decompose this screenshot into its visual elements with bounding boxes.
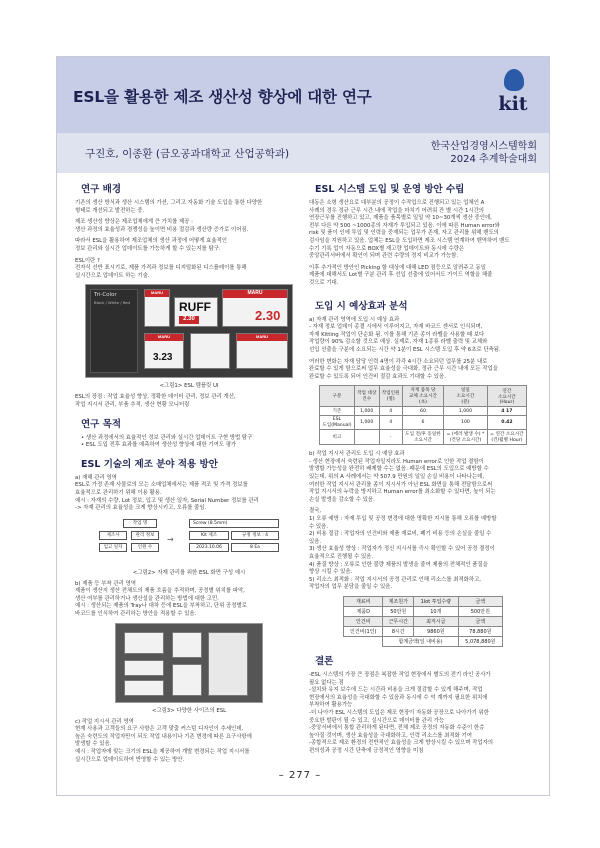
flow-box: 제조사 [99,531,127,540]
table-row [344,626,503,636]
table-cell: 78,880원 [458,626,502,636]
esl-screen-row: 8 Ea [231,543,279,552]
conference-event: 2024 추계학술대회 [450,154,537,165]
esl-tag-medium [190,333,230,369]
table-cell: 1,000 [444,407,488,416]
paragraph: 이후 추가적인 방안인 Picking 할 대상에 대해 LED 점등으로 알려주고 동일 제품에 대해서도 Lot별 구분 관리 후 선입 선출에 있어서도 가이드 역할을 해줄 것으로 기대. [309,264,493,286]
esl-screen-row: Screw (8.5mm) [189,519,279,528]
author-bar [57,133,549,173]
esl-screen-row: 규정 정보 : 4 [231,531,279,540]
table-cell: 1lot 투입수량 [414,596,459,606]
table-cell: 9860원 [414,626,459,636]
table-cell [354,430,379,445]
esl-screen-row: 2023.10.06 [189,543,229,552]
table-cell: 1,000 [354,416,379,430]
table-cell: 60 [402,407,443,416]
table-cell: 기존 [320,407,355,416]
esl-tag-medium [236,333,288,369]
paragraph: -ESL 시스템의 가장 큰 장점은 복잡한 작업 현장에서 별도의 전기 라인 공사가 필요 없다는 점 -설치와 유지 보수에 드는 시간과 비용을 크게 절감할 수 있게 해주며, 작업 현장에서의 효율성을 극대화할 수 있음과 동시에 수 억 계까지 필요한 위치에 부착하여 활용가능 -더 나아가 ESL 시스템의 도입은 제조 현장이 자동화 공장으로 나아가기 위한 중요한 발판이 될 수 있고, 실시간으로 데이터를 관리 가능 -중앙서버에서 통합 관리하게 된다면, 전체 제조 공정의 자동화 수준이 한층 높아질 것이며, 생산 효율성을 극대화하고, 인력 리소스를 최적화 기여 -종합적으로 제조 환경의 전반적인 효율성을 크게 향상시킬 수 있으며 작업자의 편의성과 공정 시간 단축에 긍정적인 영향을 미침 [309,671,494,754]
table-cell: 재료비 [344,596,383,606]
table-cell: 50만원 [383,606,414,616]
table-header-cell: 연간 소요시간 (Hour) [487,386,526,407]
flow-box: 입고 일자 [99,543,127,552]
conference-info [431,140,537,166]
color-list-label: Black / White / Red [94,300,130,306]
right-column [309,181,537,760]
esl-tag-medium [144,333,184,369]
tag-price: 2.30 [179,316,199,324]
logo-drop-icon [504,69,524,91]
tag-header: MARU [145,334,183,341]
table-header-cell: 작업인원 (명) [379,386,402,407]
title-banner [57,57,549,133]
esl-screen-row: Kit 제조 [189,531,229,540]
section-title-purpose: 연구 목적 [81,418,122,430]
table-cell: 500만원 [458,606,502,616]
table-cell: 5,078,880원 [458,636,502,646]
table-cell: 6 [402,416,443,430]
table-cell [344,636,383,646]
table-cell: 금액 [458,616,502,626]
figure-caption: <그림1> ESL 템플릿 UI [159,383,219,390]
esl-device [124,660,164,676]
paper-title: ESL을 활용한 제조 생산성 향상에 대한 연구 [73,88,372,106]
figure-esl-sizes [115,623,263,703]
table-cell: 4 17 [487,407,526,416]
university-logo [493,67,533,123]
table-cell: 근무시간 [383,616,414,626]
table-cell: 합계금액(일 내비용) [383,636,458,646]
paragraph: 결국, 1) 오류 예방 : 자재 투입 및 공정 변경에 대한 명확한 지시를 통해 오류를 예방할 수 있음. 2) 비용 절감 : 작업자의 인건비와 제품 재료비, 폐기 비용 등의 손실을 줄일 수 있음. 3) 생산 효율성 향상 : 작업자가 정신 지시서를 즉시 확인할 수 있어 공정 결정이 효율적으로 진행될 수 있음. 4) 품질 향상 : 오류로 인한 불량 제품의 발생을 줄여 제품의 전체적인 품질을 향상 시킬 수 있음. 5) 리소스 최적화 : 작업 지시서의 공정 관리로 인해 리소스를 최적화하고, 작업자의 업무 분담을 줄일 수 있음. [309,508,497,591]
tag-big-label: RUFF [179,300,211,315]
bullet-item: • 생산 과정에서의 효율적인 정보 관리와 실시간 업데이트 구현 방법 탐구 [81,434,253,441]
table-cell: 인건비(1인) [344,626,383,636]
paragraph: c) 작업 지시서 관리 영역 현재 사용과 고객들의 요구 사항은 고객 맞춤 커스텀 디자인이 추세인데, 높은 숙련도의 작업자만이 되도 작업 내용이나 기존 변경에 따른 요구사항에 발생할 수 있음. 예시 : 작업자에 맞는 크기의 ESL을 제공하여 개발 변경되는 작업 지시서를 실시간으로 업데이트하여 반영할 수 있는 방안. [75,718,252,763]
table-cell: = 연간 소요시간 (건/월별 Hour) [487,430,526,445]
figure-material-esl [85,517,293,565]
poster [56,56,550,796]
esl-tag-small [144,289,170,327]
cost-table [343,596,503,647]
tri-color-label: Tri-Color [94,292,117,299]
effect-table [319,385,527,445]
section-title-effects: 도입 시 예상효과 분석 [315,300,408,312]
table-cell: 8시간 [383,626,414,636]
esl-device [172,664,202,696]
table-cell: 최저시급 [414,616,459,626]
paragraph: ESL이란 ? 전자식 선반 표시기로, 제품 가격과 정보를 디지털화된 디스플레이를 통해 실시간으로 업데이트 하는 기술. [75,257,247,279]
paragraph: 여러한 변화는 자재 담당 인력 4명이 각각 4시간 소요되던 업무를 25분 내로 완료할 수 있게 함으로써 업무 효율성을 극대화, 정규 근무 시간 내에 모든 작업을 완료할 수 있도록 되어 인건비 절감 효과도 기대할 수 있음. [309,358,498,380]
table-cell: 비고 [320,430,355,445]
tag-header: MARU [223,290,287,298]
authors: 구진호, 이종환 (금오공과대학교 산업공학과) [85,148,290,160]
table-cell: = (에러 발생 수) * (건당 소요시간) [444,430,488,445]
paragraph: ESL의 장점 : 작업 효율성 향상, 정확한 데이터 관리, 정보 관리 개선, 작업 지시서 관리, 부품 추적, 생산 현황 모니터링 [75,394,236,408]
flow-box: 인원 수 [131,543,159,552]
paragraph: b) 제품 등 부착 관리 영역 제품이 생산지 생산 전체도의 제품 흐름을 추적하며, 공정별 위치를 파악, 생산 여부를 관리하거나 생산설을 관리하는 방법에 대한 고민. 예시 : 생산되는 제품의 Tray나 대차 등에 ESL을 부착하고, 단위 공정별로 바코드를 인식하여 관리하는 방안을 적용할 수 있음. [75,580,247,618]
table-row [320,416,527,430]
esl-device [172,632,202,658]
paragraph: a) 재해 관리 영역 ESL로 가정 존재 사물로의 모는 소매업체에서는 제품 적조 및 가격 정보를 효율적으로 관리하기 위해 이용 활용. 예시 : 자재의 수량, Lot 정보, 입고 및 생산 일자, Serial Number 정보를 관리 -> 자재 관리의 효율성을 크게 향상시키고, 오류를 줄임. [75,474,259,512]
table-cell: 제조원가 [383,596,414,606]
logo-text: kit [498,93,528,115]
table-header-cell: 일일 소요시간 (분) [444,386,488,407]
flow-box: 작업 명 [123,519,157,528]
table-cell: 4 [379,416,402,430]
tag-price: 3.23 [153,352,173,364]
tag-price: 2.30 [255,308,281,324]
tag-header: MARU [237,334,287,341]
section-title-application: ESL 기술의 제조 분야 적용 방안 [81,458,218,470]
paragraph: 제조 생산성 향상은 제조업체에게 큰 가치를 제공 : 생산 과정의 효율성과 경쟁성을 높이면 비용 절감과 생산량 증가로 이어짐. [75,219,249,233]
table-row [344,616,503,626]
page-number: – 277 – [278,770,322,781]
left-column [75,181,303,768]
table-cell: 100 [444,416,488,430]
table-cell: 금액 [458,596,502,606]
table-cell: 인건비 [344,616,383,626]
esl-tag-large [222,289,288,327]
table-row [344,596,503,606]
table-cell: ESL 도입(Manual) [320,416,355,430]
paragraph: 따라서 ESL을 활용하여 제조업체의 생산 과정에 어떻게 효율적인 정보 관리와 실시간 업데이트를 가능하게 할 수 있는지를 탐구. [75,238,228,252]
arrow-right-icon: → [167,534,174,544]
table-cell: 도입 전/후 동일한 소요시간 [402,430,443,445]
esl-tag-ruff [174,297,218,327]
table-row [344,606,503,616]
paragraph: 기존의 생산 방식과 생산 시스템의 가션, 그리고 자동화 기술 도입을 통한 다양한 형태로 개선되고 발전하는 중. [75,200,263,214]
table-row [320,407,527,416]
table-cell: 제품D [344,606,383,616]
section-title-conclusion: 결론 [315,655,334,667]
esl-device [208,632,248,696]
table-header-cell: 자재 품목 당 교체 소요시간 (초) [402,386,443,407]
figure-esl-templates [85,284,293,378]
figure-caption: <그림3> 다양한 사이즈의 ESL [151,707,227,714]
table-row [344,636,503,646]
table-row [320,430,527,445]
bullet-item: • ESL 도입 전후 효과를 예측하여 생산성 향상에 대한 기여도 평가 [81,442,237,449]
flow-box: 관리 정보 [131,531,159,540]
figure-caption: <그림2> 자재 관리를 위한 ESL 화면 구성 예시 [132,569,246,576]
table-cell: 1,000 [354,407,379,416]
table-cell: 4 [379,407,402,416]
table-header-cell: 구분 [320,386,355,407]
paragraph: b) 작업 지시서 관리도 도입 시 예상 효과 - 생산 현장에서 숙련된 작업자일지라도 Human error로 인한 작업 결함이 발생할 가능성을 완전히 배제할 수는 없음. 때문에 ESL의 도입으로 예방할 수 있는데, 위의 A 사례에서는 약 507.9 만원의 일일 손실 비용이 나타나는데, 여러한 작업 지시서 관리를 좀이 지시서가 아닌 ESL 화면을 통해 전달함으로써 작업 지시서의 누락을 방지하고 Human error를 최소화할 수 있다면, 높이 되는 손실 발생을 감소할 수 있음. [309,451,496,503]
table-cell: - [379,430,402,445]
paragraph: 대동은 소형 생산요로 대부분의 공정이 수작업으로 진행되고 있는 업체인 A 사례의 경우 정규 근무 시간 내에 작업을 마치기 어려워 잔 별 시간 1시간의 연장근무를 진행하고 있고, 제품을 품목별로 일일 약 10~30개씩 생산 중인데, 전부 다른 약 500 ~1000종의 자재가 투입되고 있음. 이에 따른 Human error와 risk 및 품이 인에 투입 및 인력을 중재되는 업무가 존재, 자고 관리를 위해 밴도의 검사임을 지원하고 있음. 업체는 ESL을 도입하면 제조 시스템 연계하여 밴역하여 밴도 수기 기록 업이 자동으로 BOX별 재고량 업데이트와 동시에 수량은 중앙관리서버에서 확인이 되며 관련 수량의 정지 비교가 가능함. [309,200,510,260]
esl-device [124,680,164,696]
section-title-background: 연구 배경 [81,184,122,195]
table-cell: 0.42 [487,416,526,430]
tag-header: MARU [145,290,169,297]
table-header-row [320,386,527,407]
conference-name: 한국산업경영시스템학회 [430,141,537,152]
table-header-cell: 작업 대상 건수 [354,386,379,407]
table-cell: 10개 [414,606,459,616]
section-title-system: ESL 시스템 도입 및 운영 방안 수립 [315,184,465,195]
color-panel [90,289,138,373]
esl-device [124,632,164,654]
paragraph: a) 자재 관리 영역에 도입 시 예상 효과 - 자재 정보 업데이 종결 시에서 이루어지고, 자재 바코드 센서로 인식되며, 자재 Kitting 작업이 단순화 됨. 이를 통해 기존 종이 라벨을 사용할 때 보다 작업량이 90% 감소할 것으로 예상. 실제로, 자재 1종류 라벨 출력 및 교체와 선입 선출을 구분에 소요되는 시간 약 1분이 ESL 시스템 도입 후 약 6초로 단축됨. [309,316,501,353]
